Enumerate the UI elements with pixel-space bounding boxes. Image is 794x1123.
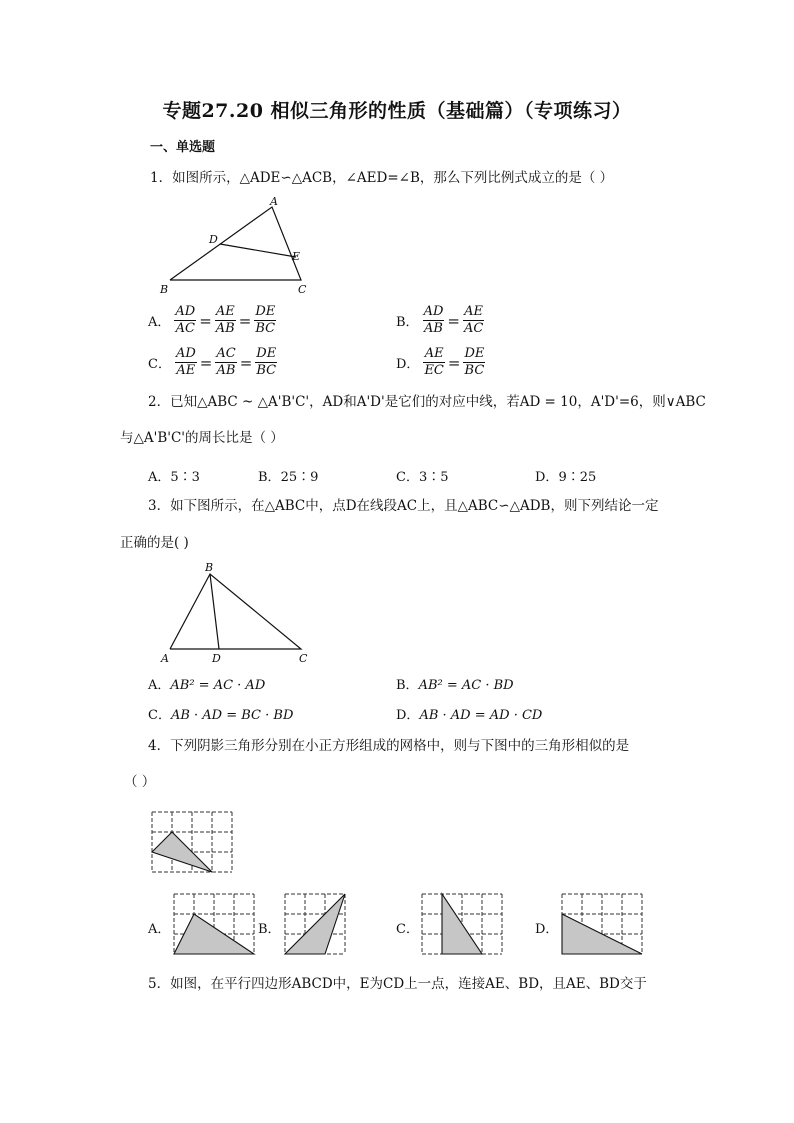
q1-label-e: E bbox=[292, 250, 301, 263]
q4-option-b-grid[interactable] bbox=[283, 892, 349, 960]
q3-label-a: A bbox=[161, 652, 169, 665]
q5-stem: 5．如图，在平行四边形ABCD中，E为CD上一点，连接AE、BD，且AE、BD交于 bbox=[148, 976, 647, 992]
q3-option-d[interactable]: D．AB · AD = AD · CD bbox=[396, 708, 543, 723]
q4-option-a-grid[interactable] bbox=[172, 892, 258, 960]
q2-stem-line1: 2．已知△ABC ~ △A'B'C'，AD和A'D'是它们的对应中线，若AD = 10，A'D'=6，则∨ABC bbox=[148, 394, 706, 410]
q4-option-d-label[interactable]: D． bbox=[535, 922, 559, 937]
q4-option-c-label[interactable]: C． bbox=[396, 922, 419, 937]
q2-option-d[interactable]: D．9∶25 bbox=[535, 470, 597, 485]
q3-label-b: B bbox=[205, 561, 214, 574]
q3-option-c[interactable]: C．AB · AD = BC · BD bbox=[148, 708, 294, 723]
q2-stem-line2: 与△A'B'C'的周长比是（ ） bbox=[120, 430, 284, 446]
q4-option-c-grid[interactable] bbox=[420, 892, 506, 960]
q3-option-a[interactable]: A．AB² = AC · AD bbox=[148, 678, 266, 693]
q3-stem-line1: 3．如下图所示，在△ABC中，点D在线段AC上，且△ABC∽△ADB，则下列结论一定 bbox=[148, 498, 659, 514]
q1-option-b[interactable]: B． $\frac{AD}{AB}$ = $\frac{AE}{AC}$ bbox=[396, 304, 484, 336]
q2-option-b[interactable]: B．25∶9 bbox=[258, 470, 319, 485]
page-title: 专题27.20 相似三角形的性质（基础篇）（专项练习） bbox=[162, 100, 632, 122]
q2-option-c[interactable]: C．3∶5 bbox=[396, 470, 449, 485]
q4-stem-line1: 4．下列阴影三角形分别在小正方形组成的网格中，则与下图中的三角形相似的是 bbox=[148, 738, 630, 754]
q3-label-c: C bbox=[299, 652, 308, 665]
q3-label-d: D bbox=[212, 652, 221, 665]
q1-label-d: D bbox=[209, 233, 218, 246]
q1-option-a[interactable]: A． $\frac{AD}{AC}$ = $\frac{AE}{AB}$ = $\frac{DE}{BC}$ bbox=[148, 304, 276, 336]
q4-stem-line2: （ ） bbox=[124, 774, 156, 790]
q4-option-a-label[interactable]: A． bbox=[148, 922, 171, 937]
q3-stem-line2: 正确的是( ) bbox=[120, 535, 189, 551]
q1-option-d[interactable]: D． $\frac{AE}{EC}$ = $\frac{DE}{BC}$ bbox=[396, 346, 485, 378]
q4-option-b-triangle bbox=[285, 894, 345, 954]
q4-reference-grid bbox=[150, 810, 236, 876]
q1-stem: 1．如图所示，△ADE∽△ACB，∠AED=∠B，那么下列比例式成立的是（ ） bbox=[150, 170, 614, 186]
q3-figure bbox=[158, 558, 318, 668]
q2-option-a[interactable]: A．5∶3 bbox=[148, 470, 200, 485]
q3-option-b[interactable]: B．AB² = AC · BD bbox=[396, 678, 514, 693]
q1-label-c: C bbox=[298, 283, 307, 296]
q1-figure bbox=[158, 192, 318, 298]
section-heading: 一、单选题 bbox=[150, 140, 216, 155]
q1-label-a: A bbox=[270, 195, 278, 208]
q1-label-b: B bbox=[160, 283, 169, 296]
q4-option-d-grid[interactable] bbox=[560, 892, 646, 960]
q4-option-b-label[interactable]: B． bbox=[258, 922, 281, 937]
q1-option-c[interactable]: C． $\frac{AD}{AE}$ = $\frac{AC}{AB}$ = $\frac{DE}{BC}$ bbox=[148, 346, 277, 378]
